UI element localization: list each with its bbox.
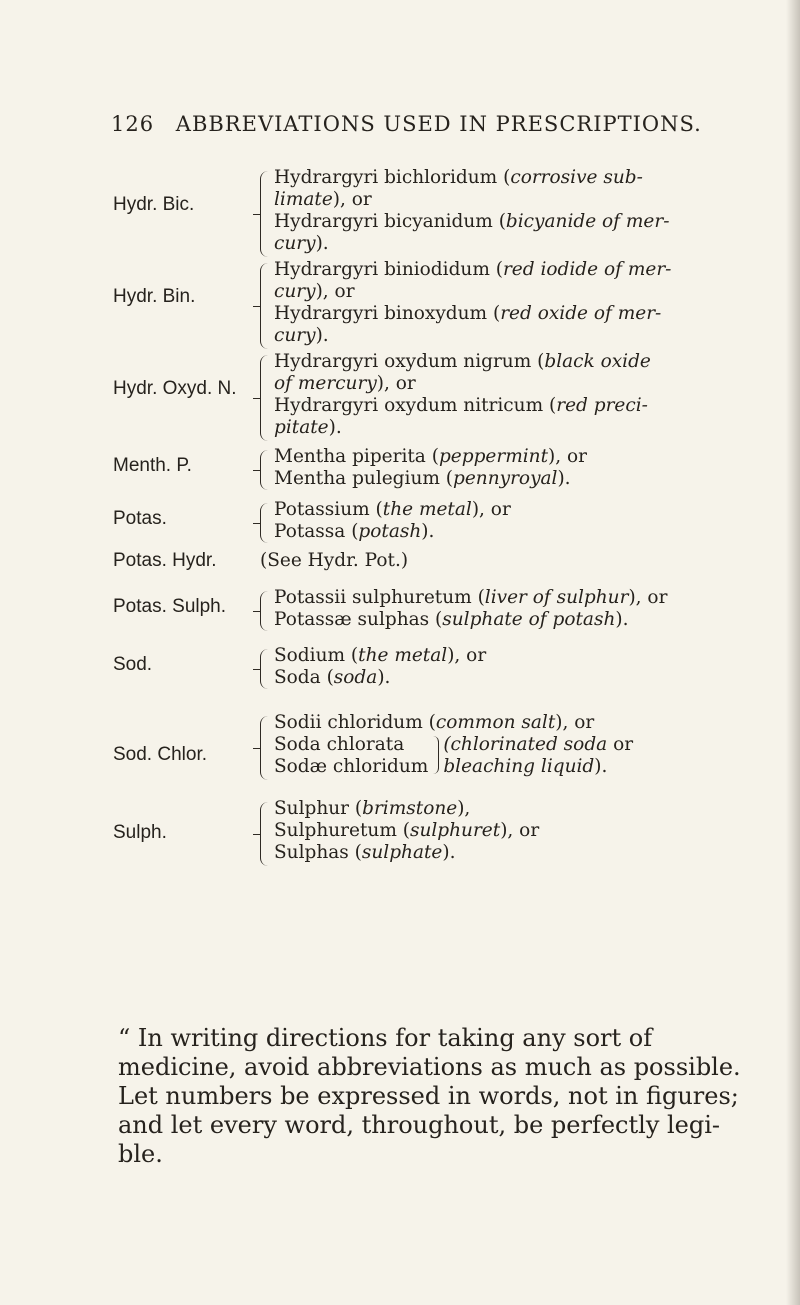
page-edge-shadow: [786, 0, 800, 1305]
definition: [274, 167, 794, 255]
definition-line: bleaching liquid).: [443, 756, 608, 777]
definition-line: Hydrargyri oxydum nigrum (black oxide: [274, 351, 651, 372]
page-number: 126: [111, 112, 155, 136]
definition-line: Sulphur (brimstone),: [274, 798, 471, 819]
synonym-meaning: [443, 734, 633, 778]
brace: [260, 171, 270, 257]
definition-line: Sulphuretum (sulphuret), or: [274, 820, 540, 841]
quotation-paragraph: [118, 1024, 798, 1169]
definition-line: Sodium (the metal), or: [274, 645, 487, 666]
paragraph-line: and let every word, throughout, be perfectly legi-: [118, 1111, 721, 1139]
abbreviation: Menth. P.: [113, 455, 192, 476]
abbreviation: Hydr. Bin.: [113, 286, 196, 307]
definition-line: of mercury), or: [274, 373, 416, 394]
definition-line: Hydrargyri bichloridum (corrosive sub-: [274, 167, 643, 188]
definition: [274, 259, 794, 347]
definition-line: pitate).: [274, 417, 342, 438]
paragraph-line: ble.: [118, 1140, 163, 1168]
abbreviation: Sod.: [113, 654, 153, 675]
brace: [260, 649, 270, 689]
definition: [274, 351, 794, 439]
brace: [260, 503, 270, 543]
definition-line: Sodæ chloridum: [274, 756, 429, 777]
brace: [260, 802, 270, 866]
definition-line: Hydrargyri biniodidum (red iodide of mer-: [274, 259, 672, 280]
running-head: ABBREVIATIONS USED IN PRESCRIPTIONS.: [175, 112, 702, 136]
definition-line: Hydrargyri binoxydum (red oxide of mer-: [274, 303, 662, 324]
abbreviation: Hydr. Bic.: [113, 194, 195, 215]
definition: [274, 446, 794, 490]
synonym-list: [274, 734, 428, 778]
definition-line: Sulphas (sulphate).: [274, 842, 456, 863]
definition: [274, 587, 794, 631]
paragraph-line: medicine, avoid abbreviations as much as possible.: [118, 1053, 741, 1081]
definition-line: cury), or: [274, 281, 355, 302]
definition-line: Soda chlorata: [274, 734, 405, 755]
definition-line: limate), or: [274, 189, 372, 210]
brace: [260, 716, 270, 780]
synonym-group: [274, 734, 794, 778]
brace: [260, 263, 270, 349]
definition-line: cury).: [274, 325, 329, 346]
paragraph-line: Let numbers be expressed in words, not in figures;: [118, 1082, 739, 1110]
abbreviation: Potas. Hydr.: [113, 550, 217, 571]
brace: [260, 355, 270, 441]
definition-line: Potassii sulphuretum (liver of sulphur), or: [274, 587, 668, 608]
definition-line: Potassæ sulphas (sulphate of potash).: [274, 609, 629, 630]
abbreviation: Potas. Sulph.: [113, 596, 227, 617]
definition-line: (chlorinated soda or: [443, 734, 634, 755]
abbreviation: Sod. Chlor.: [113, 744, 207, 765]
abbreviation: Potas.: [113, 508, 167, 529]
definition: [260, 550, 780, 572]
definition-line: cury).: [274, 233, 329, 254]
definition: [274, 712, 794, 778]
brace: [260, 450, 270, 490]
paragraph-line: “ In writing directions for taking any sort of: [118, 1024, 653, 1052]
definition-line: Sodii chloridum (common salt), or: [274, 712, 595, 733]
brace: [260, 591, 270, 631]
definition-line: Mentha piperita (peppermint), or: [274, 446, 587, 467]
abbreviation: Hydr. Oxyd. N.: [113, 378, 237, 399]
definition-line: Mentha pulegium (pennyroyal).: [274, 468, 571, 489]
definition-line: Soda (soda).: [274, 667, 391, 688]
definition: [274, 645, 794, 689]
abbreviation: Sulph.: [113, 822, 167, 843]
definition-line: Hydrargyri oxydum nitricum (red preci-: [274, 395, 648, 416]
page-header: [111, 112, 702, 136]
definition-line: Potassium (the metal), or: [274, 499, 511, 520]
definition-line: Potassa (potash).: [274, 521, 435, 542]
definition-line: (See Hydr. Pot.): [260, 550, 409, 571]
definition: [274, 499, 794, 543]
sub-brace: [432, 736, 439, 774]
definition-line: Hydrargyri bicyanidum (bicyanide of mer-: [274, 211, 670, 232]
definition: [274, 798, 794, 864]
